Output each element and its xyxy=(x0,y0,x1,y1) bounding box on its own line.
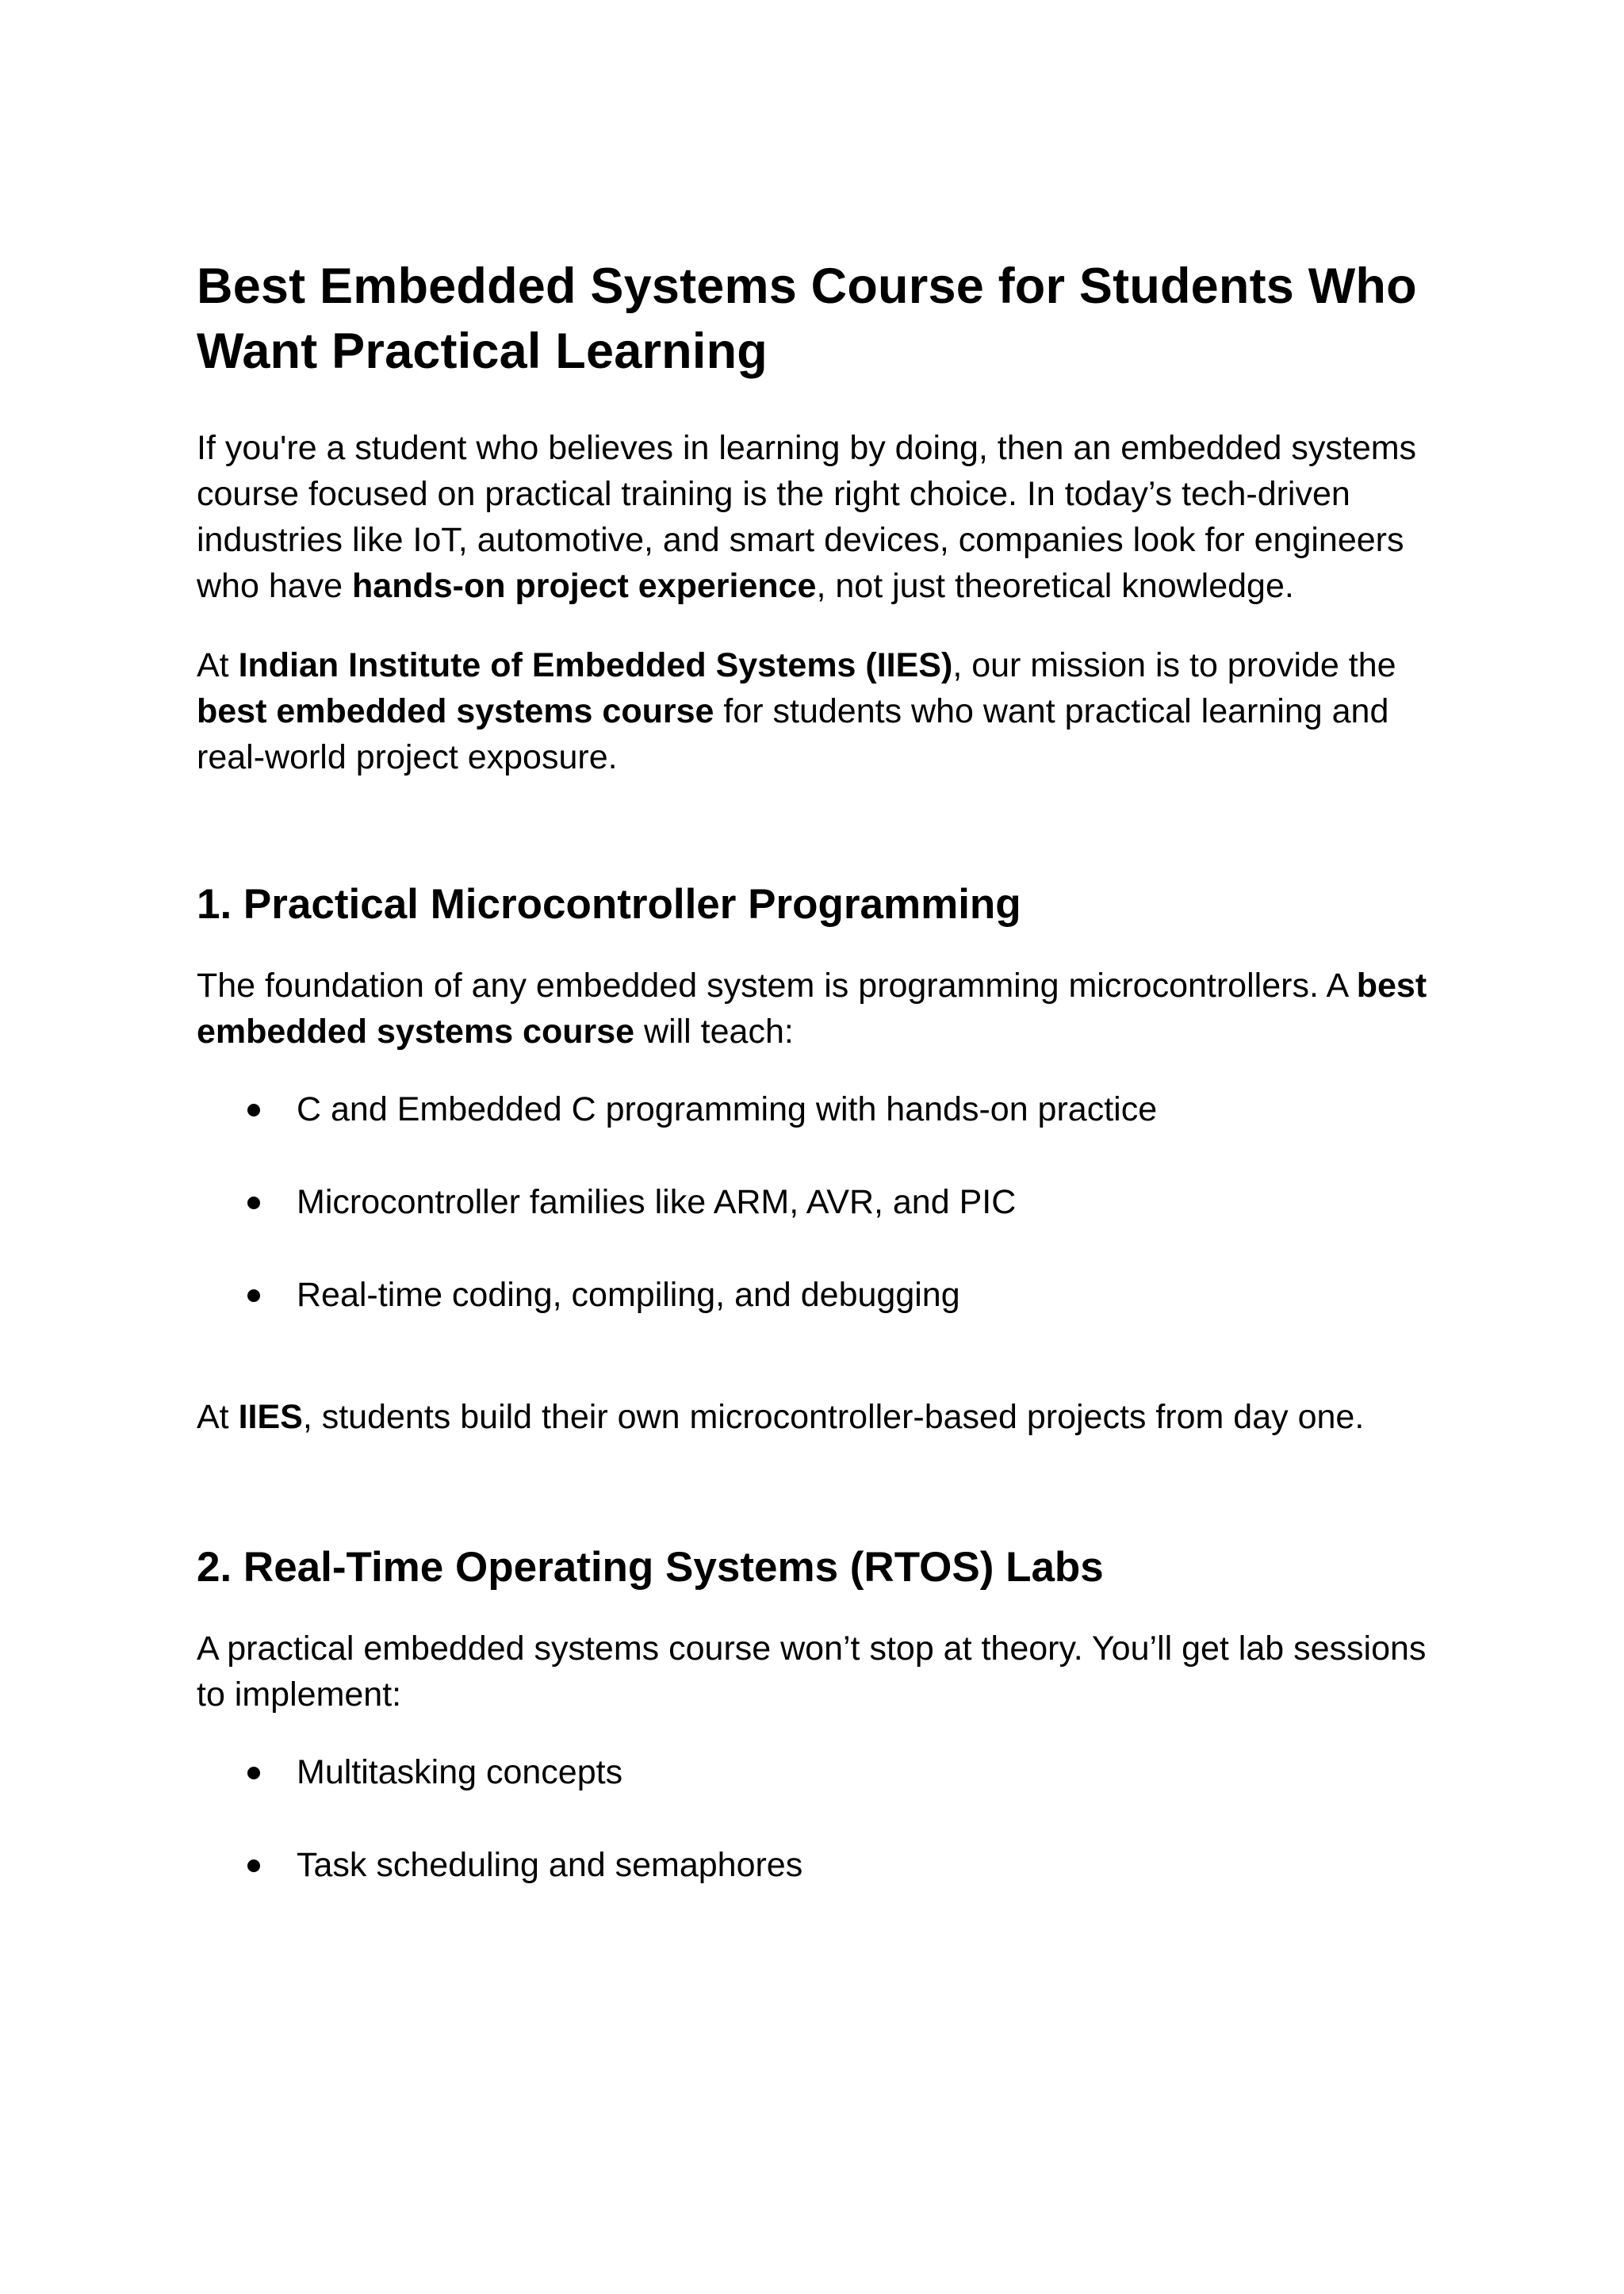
bold-text: hands-on project experience xyxy=(352,567,817,605)
bullet-icon xyxy=(247,1104,260,1116)
document-page xyxy=(197,254,1434,1888)
document-title: Best Embedded Systems Course for Students Who Want Practical Learning xyxy=(197,259,1417,379)
list-item-text: Multitasking concepts xyxy=(297,1753,623,1791)
section-2-paragraph: A practical embedded systems course won’t stop at theory. You’ll get lab sessions to implement: xyxy=(197,1630,1427,1714)
text-run: The foundation of any embedded system is programming microcontrollers. A xyxy=(197,967,1357,1005)
list-item xyxy=(197,1749,1434,1795)
bold-text: IIES xyxy=(238,1398,303,1436)
list-item xyxy=(197,1842,1434,1888)
section-1-paragraph xyxy=(197,963,1434,1055)
list-item xyxy=(197,1179,1434,1225)
section-2-heading: 2. Real-Time Operating Systems (RTOS) Labs xyxy=(197,1544,1104,1591)
intro-paragraph-2 xyxy=(197,642,1434,780)
bold-text: best embedded systems course xyxy=(197,692,714,730)
section-1-bullet-list xyxy=(197,1086,1434,1318)
text-run: , students build their own microcontroller-based projects from day one. xyxy=(302,1398,1365,1436)
list-item xyxy=(197,1086,1434,1132)
bullet-icon xyxy=(247,1197,260,1209)
list-item xyxy=(197,1272,1434,1318)
text-run: for students who want practical learning and real-world project exposure. xyxy=(197,692,1389,776)
list-item-text: C and Embedded C programming with hands-on practice xyxy=(297,1090,1158,1128)
intro-paragraph-1 xyxy=(197,425,1434,609)
section-2-bullet-list xyxy=(197,1749,1434,1888)
bullet-icon xyxy=(247,1767,260,1779)
text-run: , not just theoretical knowledge. xyxy=(816,567,1294,605)
bullet-icon xyxy=(247,1859,260,1872)
text-run: At xyxy=(197,646,239,684)
bold-text: Indian Institute of Embedded Systems (IIES) xyxy=(238,646,953,684)
list-item-text: Real-time coding, compiling, and debugging xyxy=(297,1276,960,1314)
text-run: will teach: xyxy=(634,1013,794,1051)
section-1-heading: 1. Practical Microcontroller Programming xyxy=(197,881,1021,928)
list-item-text: Task scheduling and semaphores xyxy=(297,1846,803,1884)
bold-text: best embedded systems course xyxy=(197,967,1427,1051)
bullet-icon xyxy=(247,1289,260,1302)
text-run: , our mission is to provide the xyxy=(952,646,1396,684)
list-item-text: Microcontroller families like ARM, AVR, and PIC xyxy=(297,1183,1017,1221)
text-run: At xyxy=(197,1398,239,1436)
section-1-closing-paragraph xyxy=(197,1394,1434,1440)
text-run: If you're a student who believes in learning by doing, then an embedded systems course focused on practical training is the right choice. In today’s tech-driven industries like IoT, automotive, and smart devices, companies look for engineers who have xyxy=(197,429,1417,605)
